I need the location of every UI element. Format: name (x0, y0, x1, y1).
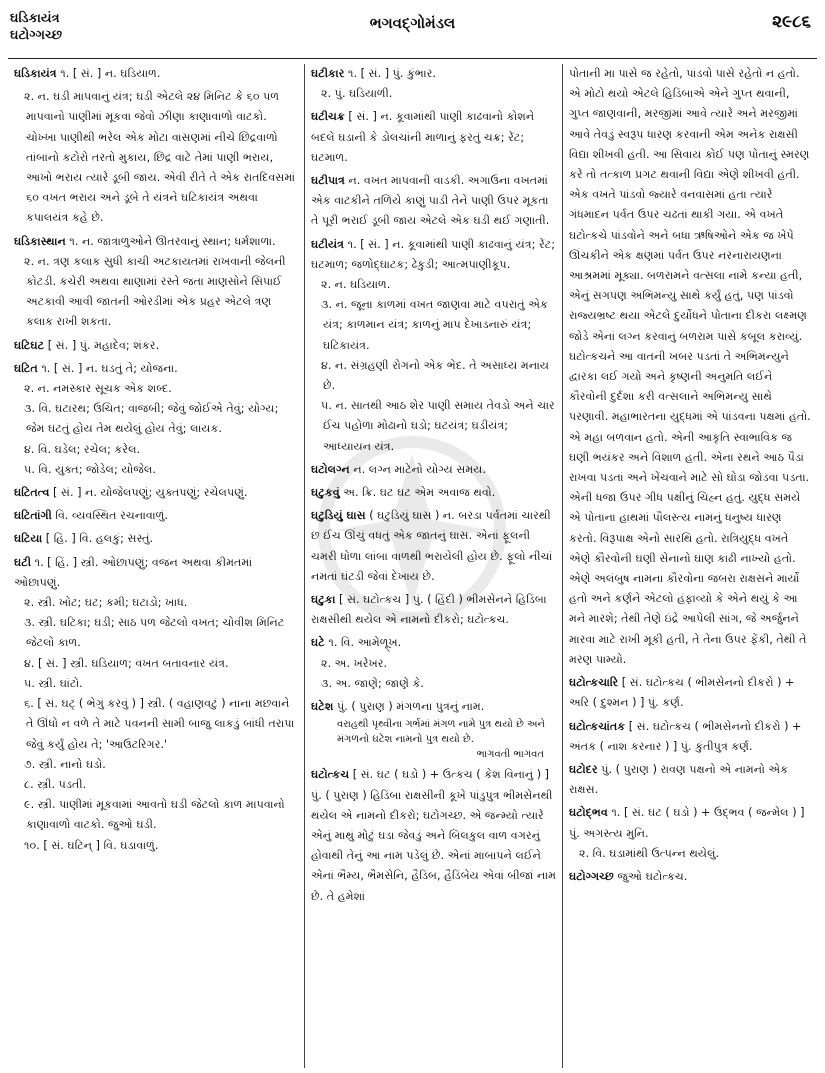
sense-definition: ૭. સ્ત્રી. નાનો ઘડો. (24, 757, 106, 771)
sense-definition: ૪. વિ. ઘડેલ; રચેલ; કરેલ. (24, 442, 141, 456)
sense-definition: ૪. ન. સંગ્રહણી રોગનો એક ભેદ. તે અસાધ્ય મનાય છે. (321, 358, 550, 393)
definition-text: ૧. [ સં. ઘટ ( ઘડો ) + ઉદ્ભવ ( જન્મેલ ) ] પું. અગસ્ત્ય મુનિ. (569, 806, 805, 840)
page-header (0, 0, 825, 62)
dictionary-entry (311, 506, 556, 587)
sense-definition: ૨. સ્ત્રી. ખોટ; ઘટ; કમી; ઘટાડો; ખાધ. (24, 596, 188, 610)
definition-text: ( ઘટુડિયું ઘાસ ) ન. બરડા પર્વતમાં ચારથી છ ઈંચ ઊંચું વધતું એક જાતનું ઘાસ. એનાં ફૂલની ચમરી ધોળા લાંબા વાળથી ભરાયેલી હોય છે. ફૂલો નીચાં નમતાં ઘંટડી જેવાં દેખાય છે. (311, 509, 553, 583)
definition-text: ૧. [ સં. ] ન. ઘડિયાળ. (56, 67, 161, 80)
definition-text: [ સં. ઘટોત્કચ ] પું. ( હિંદી ) ભીમસેનને હિડિંબા રાક્ષસીથી થયેલ એ નામનો દીકરો; ઘટોત્કચ. (311, 593, 547, 627)
headword: ઘટોદ્ભવ (569, 806, 608, 820)
dictionary-entry (311, 235, 556, 457)
sense-definition: ૫. વિ. યુક્ત; જોડેલ; યોજેલ. (24, 462, 156, 476)
column-right (562, 64, 817, 1068)
dictionary-entry (311, 697, 556, 762)
sense-definition: ૨. ન. નમસ્કાર સૂચક એક શબ્દ. (24, 382, 172, 396)
definition-text: વિ. વ્યવસ્થિત રચનાવાળું. (51, 509, 168, 523)
header-rule (8, 58, 817, 59)
definition-text: પું. ( પુરાણ ) રાવણ પક્ષનો એ નામનો એક રાક્ષસ. (569, 762, 789, 797)
dictionary-entry (311, 171, 556, 232)
page-body (8, 64, 817, 1068)
dictionary-entry (14, 336, 298, 356)
headword: ઘટુકા (311, 593, 336, 607)
column-middle (304, 64, 562, 1068)
sense-definition: ૪. [ સં. ] સ્ત્રી. ઘડિયાળ; વખત બતાવનાર યંત્ર. (24, 656, 229, 670)
dictionary-entry (14, 529, 298, 549)
headword: ઘટેશ (311, 700, 334, 714)
headword: ઘડિકાસ્થાન (14, 234, 66, 248)
sense-definition: ૨. ન. ઘડિયાળ. (321, 278, 391, 292)
definition-text: ૧. [ હિં. ] સ્ત્રી. ઓછાપણું; વજન અથવા કીમતમાં ઓછાપણું. (14, 555, 253, 589)
dictionary-entry (311, 64, 556, 104)
definition-text: ૧. વિ. આમેળૂ્ખ. (324, 636, 402, 650)
headword: ઘટીયંત્ર (311, 237, 345, 251)
headword: ઘડિકાયંત્ર (14, 67, 57, 80)
sense-definition: ૨. ન. ઘડી માપવાનું યંત્ર; ઘડી એટલે ૨૪ મિનિટ કે ૬૦ પળ માપવાનો પાણીમાં મૂકવા જેવો ઝીણા કાણાવાળો વાટકો. ચોખ્ખા પાણીથી ભરેલ એક મોટા વાસણમાં નીચે છિદ્રવાળો તાંબાનો કટોરો તરતો મુકાય, છિદ્ર વાટે તેમાં પાણી ભરાય, આખો ભરાય ત્યારે ડૂબી જાય. એવી રીતે તે એક રાતદિવસમાં ૬૦ વખત ભરાય અને ડૂબે તે યંત્રને ઘટિકાયંત્ર અથવા કપાલયંત્ર કહે છે. (24, 90, 295, 225)
headword: ઘટોલગ્ન (311, 462, 350, 476)
headword: ઘટુકવું (311, 486, 340, 500)
dictionary-entry (311, 633, 556, 694)
dictionary-entry (569, 760, 811, 800)
dictionary-entry (14, 359, 298, 480)
page-number: ૨૯૮૬ (772, 12, 811, 32)
sense-definition: ૩. સ્ત્રી. ઘટિકા; ઘડી; સાઠ પળ જેટલો વખત; ચોવીશ મિનિટ જેટલો કાળ. (24, 616, 285, 650)
headword: ઘટુડિયું ઘાસ (311, 509, 366, 523)
sense-definition: ૫. ન. સાતથી આઠ શેર પાણી સમાય તેવડો અને ચાર ઈંચ પહોળા મોઢાનો ઘડો; ઘટયંત્ર; ઘડીયંત્ર; આધ્યાયન યંત્ર. (321, 399, 555, 453)
dictionary-entry (311, 590, 556, 630)
column-left (8, 64, 304, 1068)
definition-text: [ સં. ઘટોત્કચ ( ભીમસેનનો દીકરો ) + અંતક ( નાશ કરનાર ) ] પું. કુંતીપુત્ર કર્ણ. (569, 719, 802, 753)
dictionary-entry (14, 506, 298, 526)
sense-definition: ૬. [ સં. ઘટ્ ( ભેગું કરવું ) ] સ્ત્રી. ( વહાણવટું ) નાના મછવાને તે ઊંધો ન વળે તે માટે પવનની સામી બાજુ લાકડું બાંધી તરાપા જેવું કર્યું હોય તે; 'આઉટરિગર.' (24, 697, 295, 751)
headword: ઘટિઘટ (14, 338, 45, 352)
sense-definition: ૨. અ. ખરેખર. (321, 656, 388, 670)
sense-definition: ૮. સ્ત્રી. પડતી. (24, 777, 87, 791)
citation-quote: વરાહથી પૃથ્વીના ગર્ભમાં મંગળ નામે પુત્ર થયો છે અને મંગળનો ઘટેશ નામનો પુત્ર થયો છે. (337, 719, 545, 746)
sense-definition: ૫. સ્ત્રી. ઘાંટો. (24, 676, 83, 690)
sense-definition: ૨. વિ. ઘડામાંથી ઉત્પન્ન થયેલું. (579, 846, 720, 860)
definition-text: [ સં. ] ન. કૂવામાંથી પાણી કાઢવાનો કોશને બદલે ઘડાની કે ડોલચાંની માળાનું ફરતું ચક્ર; રેંટ; ઘટમાળ. (311, 110, 535, 164)
headword: ઘટિયા (14, 532, 43, 546)
headword: ઘટે (311, 636, 325, 650)
headword: ઘટોગ્ગચ્છ (569, 869, 614, 883)
sense-definition: ૩. વિ. ઘટારથ; ઉચિત; વાજબી; જેવું જોઈએ તેવું; યોગ્ય; જેમ ઘટતું હોય તેમ થયેલું હોય તેવું; લાયક. (24, 402, 279, 436)
definition-text: ૧. [ સં. ] પું. કુંભાર. (344, 67, 436, 80)
sense-definition: ૨. પું. ઘડિયાળી. (321, 87, 393, 101)
sense-definition: ૨. ન. ત્રણ કલાક સુધી કાચી અટકાયતમાં રાખવાની જેલની કોટડી. કચેરી અથવા થાણામાં રસ્તે જતા માણસોને સિપાઈ અટકાવી આવી જાતની ઓરડીમાં એક પ્રહર એટલે ત્રણ કલાક રાખી શકતા. (24, 254, 286, 329)
sense-definition: ૯. સ્ત્રી. પાણીમાં મૂકવામાં આવતો ઘડી જેટલો કાળ માપવાનો કાણાવાળો વાટકો. જુઓ ઘડી. (24, 798, 285, 832)
definition-text: પોતાની મા પાસે જ રહેતો, પાંડવો પાસે રહેતો ન હતો. એ મોટો થયો એટલે હિડિંબાએ એને ગુપ્ત થવાની, ગુપ્ત જાણવાની, મરજીમાં આવે ત્યારે અને મરજીમાં આવે તેવડું સ્વરૂપ ધારણ કરવાની એમ અનેક રાક્ષસી વિદ્યા શીખવી હતી. આ સિવાય કોઈ પણ પોતાનું સ્મરણ કરે તો તત્કાળ પ્રગટ થવાની વિદ્યા એણે શીખવી હતી. એક વખતે પાંડવો જ્યારે વનવાસમાં હતા ત્યારે ગંધમાદન પર્વત ઉપર ચઢતાં થાકી ગયા. એ વખતે ઘટોત્કચે પાંડવોને અને બધા ઋષિઓને એક જ ખેપે ઊંચકીને એક ક્ષણમાં પર્વત ઉપર નરનારાયણના આશ્રમમાં મૂક્યા. બળરામને વત્સલા નામે કન્યા હતી, એનું સગપણ અભિમન્યુ સાથે કર્યું હતું, પણ પાંડવો રાજ્યભ્રષ્ટ થયા એટલે દુર્યોધને પોતાના દીકરા લક્ષ્મણ જોડે એનાં લગ્ન કરવાનું બળરામ પાસે કબૂલ કરાવ્યું. ઘટોત્કચને આ વાતની ખબર પડતાં તે અભિમન્યુને દ્વારકા લઈ ગયો અને કૃષ્ણની અનુમતિ લઈને કૌરવોની દુર્દશા કરી વત્સલાને અભિમન્યુ સાથે પરણાવી. મહાભારતના યુદ્ધમાં એ પાંડવના પક્ષમાં હતો. એ મહા બળવાન હતો. એની આકૃતિ સ્વાભાવિક જ ઘણી ભયંકર અને વિશાળ હતી. એના રથને આઠ પૈડાં રાખવા પડતાં અને ખેંચવાને માટે સો ઘોડા જોડવા પડતા. એની ધજા ઉપર ગીધ પક્ષીનું ચિહ્ન હતું. યુદ્ધ સમયે એ પોતાના હાથમાં પૌલસ્ત્ય નામનું ધનુષ્ય ધારણ કરતો. વિરૂપાક્ષ એનો સારથિ હતો. રાત્રિયુદ્ધ વખતે એણે કૌરવોની ઘણી સેનાનો ઘાણ કાઢી નાખ્યો હતો. એણે અલંબુષ નામના કૌરવોના જબરા રાક્ષસને માર્યો હતો અને કર્ણને એટલો હંફાવ્યો કે એને થયું કે આ મને મારશે; તેથી તેણે ઇંદ્રે આપેલી સાંગ, જે અર્જુનને મારવા માટે રાખી મૂકી હતી, તે તેના ઉપર ફેંકી, તેથી તે મરણ પામ્યો. (569, 67, 811, 666)
dictionary-entry (14, 483, 298, 503)
definition-text: ૧. [ સં. ] ન. કૂવામાંથી પાણી કાઢવાનું યંત્ર; રેંટ; ઘટમાળ; જળોદ્ઘાટક; ઢેકુડી; આત્મપાણીકૂપ. (311, 237, 556, 271)
dictionary-entry (311, 107, 556, 168)
headword: ઘટીપાત્ર (311, 174, 345, 188)
headword: ઘટીચક્ર (311, 110, 345, 124)
definition-text: જુઓ ઘટોત્કચ. (613, 869, 688, 883)
headword: ઘટોદર (569, 762, 598, 776)
dictionary-entry (14, 553, 298, 856)
sense-definition: ૩. ન. જૂના કાળમાં વખત જાણવા માટે વપરાતું એક યંત્ર; કાળમાન યંત્ર; કાળનું માપ દેખાડનારું યંત્ર; ઘટિકાયંત્ર. (321, 298, 548, 352)
dictionary-title: ભગવદ્ગોમંડલ (369, 14, 456, 32)
citation-source: ભાગવતી ભાગવત (476, 749, 544, 761)
definition-text: ૧. [ સં. ] ન. ઘડતું તે; યોજના. (37, 361, 178, 375)
dictionary-entry (14, 87, 298, 228)
definition-text: [ સં. ] ન. યોજેલપણું; યુક્તપણું; રચેલપણું. (49, 486, 248, 500)
dictionary-entry (569, 673, 811, 713)
headword: ઘટિતાંગી (14, 509, 52, 523)
headword: ઘટીકાર (311, 67, 345, 80)
headword: ઘટોત્કચ (311, 768, 350, 782)
running-head-first-word: ઘડિકાયંત્ર (10, 11, 60, 26)
dictionary-entry (569, 717, 811, 757)
definition-text: [ હિં. ] વિ. હલકું; સસ્તું. (42, 532, 154, 546)
definition-text: [ સં. ઘટ ( ઘડો ) + ઉત્કચ ( કેશ વિનાનું ) ] પું. ( પુરાણ ) હિડિંબા રાક્ષસીની કૂખે પાંડુપુત્ર ભીમસેનથી થયેલ એ નામનો દીકરો; ઘટોગચ્છ. એ જન્મ્યો ત્યારે એનું માથું મોટું ઘડા જેવડું અને બિલકુલ વાળ વગરનું હોવાથી તેનું આ નામ પડેલું છે. એનાં માબાપને લઈને એનાં ભૈમ્ય, ભૈમસેનિ, હૈડિંબ, હૈડિંબેય એવાં બીજાં નામ છે. તે હમેશાં (311, 768, 557, 903)
headword: ઘટી (14, 555, 32, 569)
dictionary-entry (14, 232, 298, 333)
dictionary-entry (569, 867, 811, 887)
definition-text: ૧. ન. જાત્રાળુઓને ઊતરવાનું સ્થાન; ધર્મશાળા. (65, 234, 276, 248)
dictionary-entry (14, 64, 298, 84)
dictionary-entry (311, 483, 556, 503)
sense-definition: ૩. અ. જાણે; જાણે કે. (321, 676, 424, 690)
headword: ઘટિતત્વ (14, 486, 50, 500)
running-head-last-word: ઘટોગ્ગચ્છ (10, 28, 63, 43)
dictionary-entry (569, 803, 811, 864)
dictionary-entry (569, 64, 811, 670)
definition-text: ન. વખત માપવાની વાડકી. અગાઉના વખતમાં એક વાટકીને તળિયે કાણું પાડી તેને પાણી ઉપર મૂકતા તે પૂરી ભરાઈ ડૂબી જાય એટલે એક ઘડી થઈ ગણાતી. (311, 174, 550, 228)
definition-text: અ. ક્રિ. ઘટ ઘટ એમ અવાજ થવો. (339, 486, 496, 500)
headword: ઘટિત (14, 361, 38, 375)
definition-text: [ સં. ] પું. મહાદેવ; શંકર. (44, 338, 160, 352)
definition-text: ન. લગ્ન માટેનો યોગ્ય સમય. (349, 462, 487, 476)
definition-text: પું. ( પુરાણ ) મંગળના પુત્રનું નામ. (333, 700, 485, 714)
headword: ઘટોત્કચારિ (569, 676, 619, 690)
sense-definition: ૧૦. [ સં. ઘટિન્ ] વિ. ઘડાવાળું. (24, 838, 159, 852)
definition-text: [ સં. ઘટોત્કચ ( ભીમસેનનો દીકરો ) + અરિ ( દુશ્મન ) ] પું. કર્ણ. (569, 676, 795, 710)
headword: ઘટોત્કચાંતક (569, 719, 626, 733)
dictionary-entry (311, 765, 556, 906)
dictionary-entry (311, 460, 556, 480)
